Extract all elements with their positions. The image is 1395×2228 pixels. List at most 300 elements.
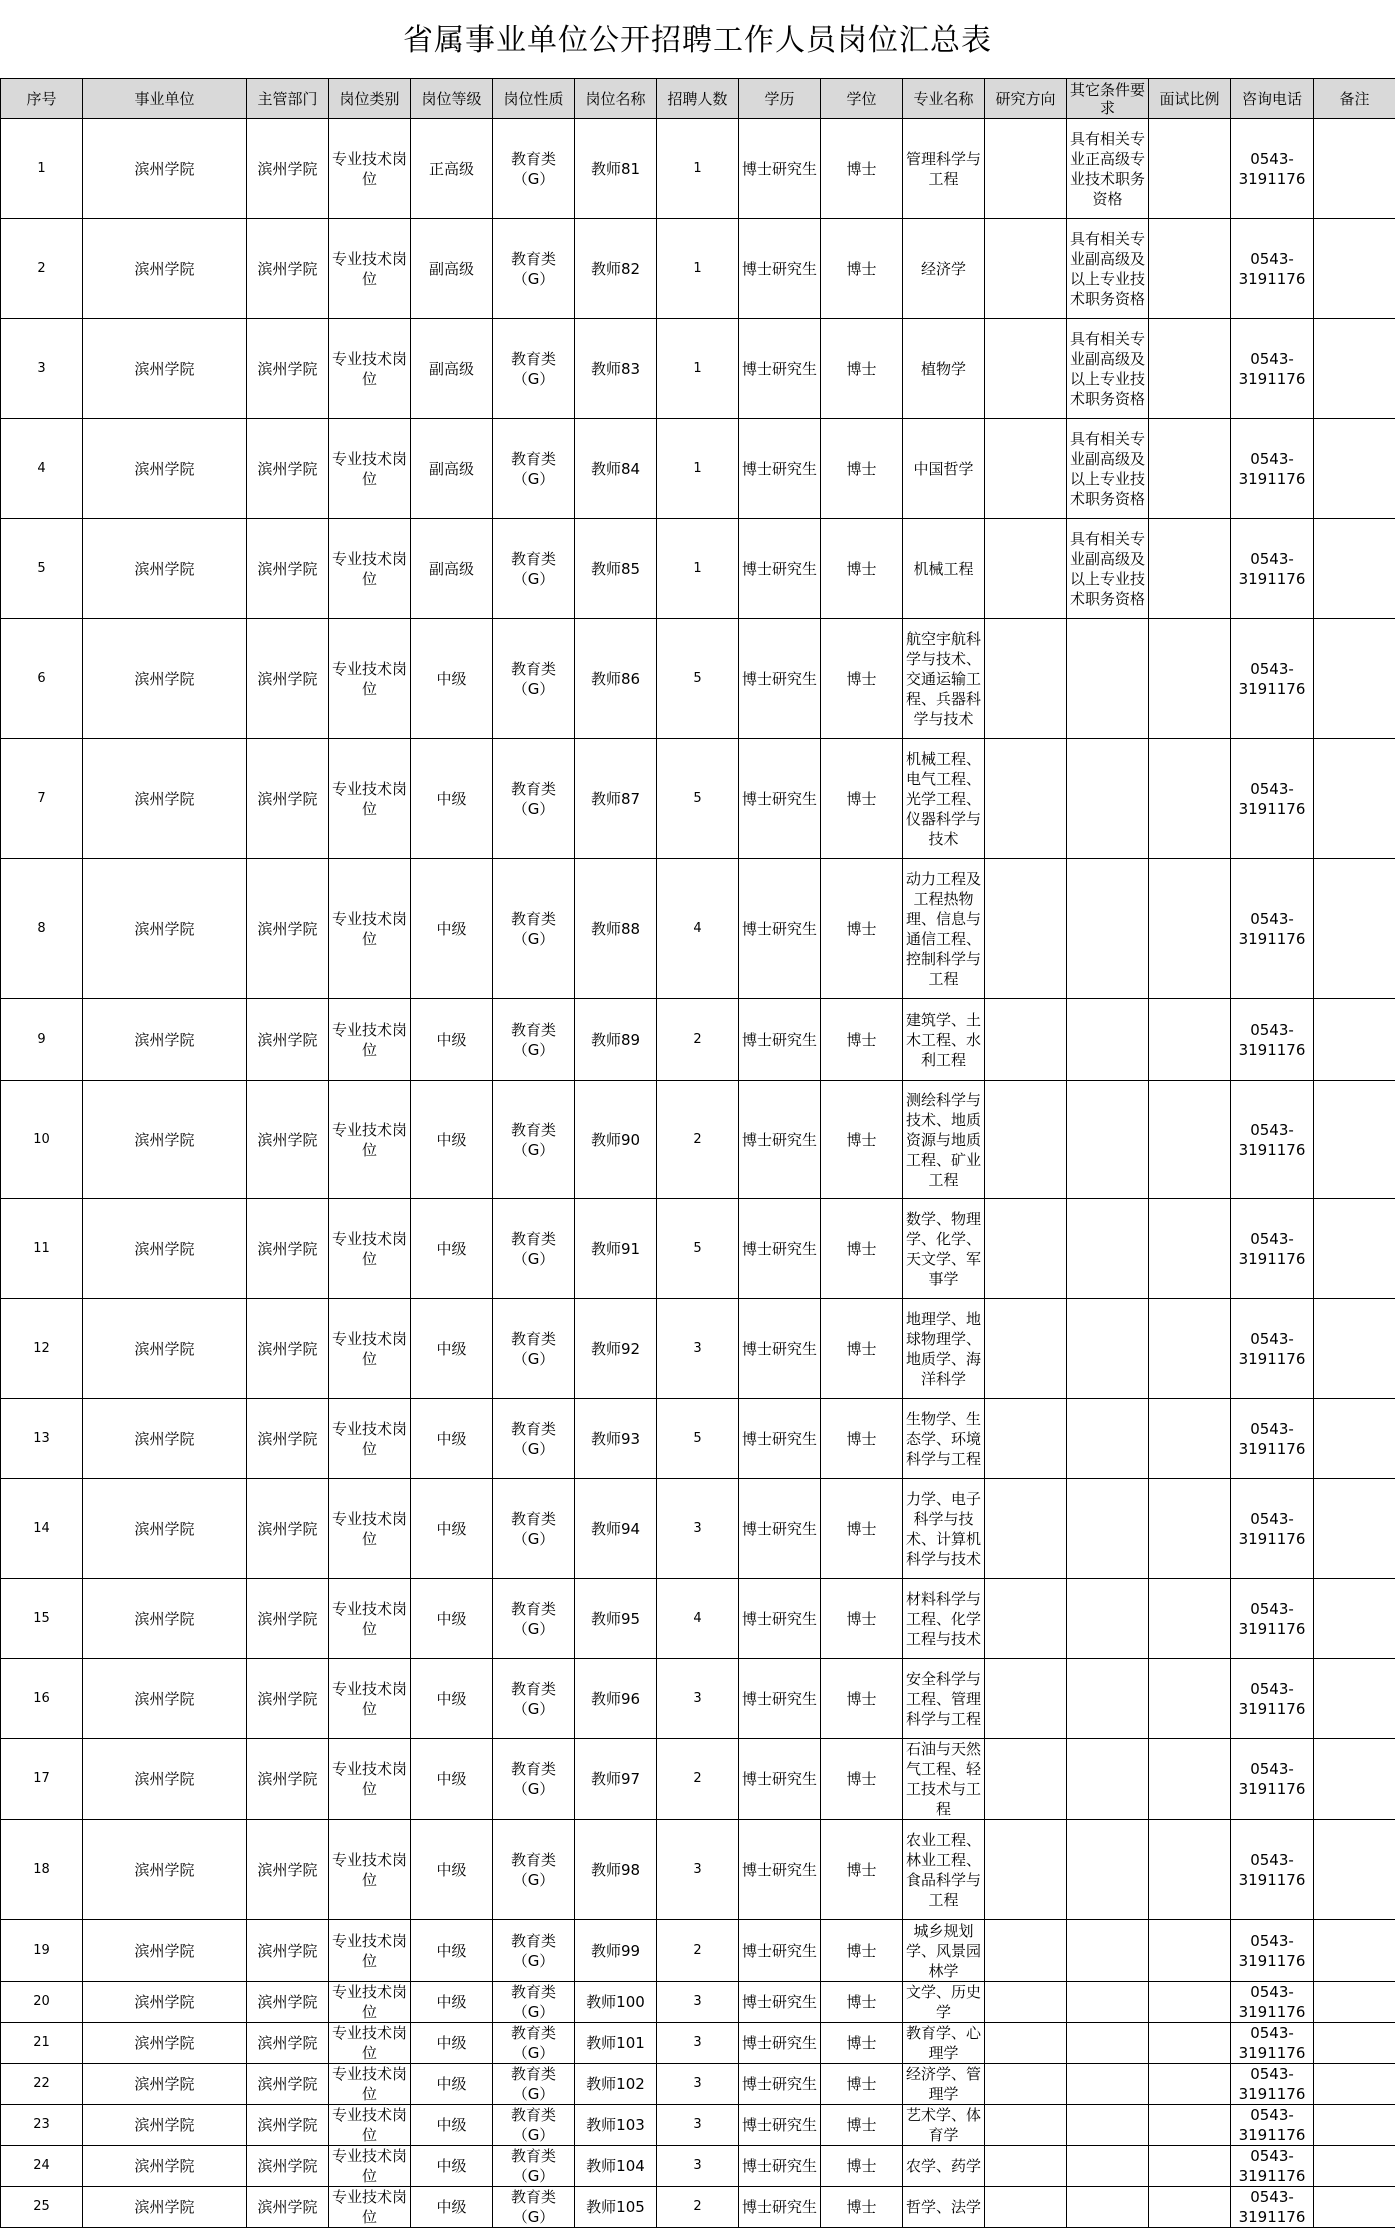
- unit-name-cell: 滨州学院: [83, 1920, 247, 1982]
- table-row: [1, 1820, 1395, 1920]
- unit-name-cell: 滨州学院: [83, 219, 247, 319]
- major-name-cell: 数学、物理学、化学、天文学、军事学: [903, 1199, 985, 1299]
- degree-cell: 博士: [821, 859, 903, 999]
- unit-name-cell: 滨州学院: [83, 2064, 247, 2105]
- contact-phone-cell: 0543-3191176: [1231, 119, 1314, 219]
- table-row: [1, 2146, 1395, 2187]
- degree-cell: 博士: [821, 1579, 903, 1659]
- other-requirements-cell: [1067, 1659, 1149, 1739]
- education-cell: 博士研究生: [739, 2105, 821, 2146]
- education-cell: 博士研究生: [739, 619, 821, 739]
- remark-cell: [1314, 419, 1395, 519]
- header-cell: 咨询电话: [1231, 79, 1314, 119]
- remark-cell: [1314, 1299, 1395, 1399]
- contact-phone-cell: 0543-3191176: [1231, 739, 1314, 859]
- position-name-cell: 教师95: [575, 1579, 657, 1659]
- department-cell: 滨州学院: [247, 619, 329, 739]
- position-category-cell: 专业技术岗位: [329, 1081, 411, 1199]
- education-cell: 博士研究生: [739, 999, 821, 1081]
- degree-cell: 博士: [821, 219, 903, 319]
- interview-ratio-cell: [1149, 1399, 1231, 1479]
- position-category-cell: 专业技术岗位: [329, 2105, 411, 2146]
- department-cell: 滨州学院: [247, 2023, 329, 2064]
- other-requirements-cell: [1067, 2064, 1149, 2105]
- department-cell: 滨州学院: [247, 1920, 329, 1982]
- table-row: [1, 1920, 1395, 1982]
- education-cell: 博士研究生: [739, 1479, 821, 1579]
- recruit-count-cell: 3: [657, 2146, 739, 2187]
- row-number-cell: 16: [1, 1659, 83, 1739]
- department-cell: 滨州学院: [247, 1479, 329, 1579]
- row-number-cell: 8: [1, 859, 83, 999]
- department-cell: 滨州学院: [247, 1081, 329, 1199]
- position-nature-cell: 教育类（G）: [493, 1081, 575, 1199]
- position-name-cell: 教师82: [575, 219, 657, 319]
- contact-phone-cell: 0543-3191176: [1231, 1199, 1314, 1299]
- department-cell: 滨州学院: [247, 2105, 329, 2146]
- position-name-cell: 教师92: [575, 1299, 657, 1399]
- degree-cell: 博士: [821, 739, 903, 859]
- major-name-cell: 管理科学与工程: [903, 119, 985, 219]
- other-requirements-cell: [1067, 1479, 1149, 1579]
- position-nature-cell: 教育类（G）: [493, 2146, 575, 2187]
- unit-name-cell: 滨州学院: [83, 1579, 247, 1659]
- position-name-cell: 教师99: [575, 1920, 657, 1982]
- education-cell: 博士研究生: [739, 2146, 821, 2187]
- table-row: [1, 1982, 1395, 2023]
- row-number-cell: 9: [1, 999, 83, 1081]
- position-category-cell: 专业技术岗位: [329, 2064, 411, 2105]
- position-nature-cell: 教育类（G）: [493, 1982, 575, 2023]
- education-cell: 博士研究生: [739, 1982, 821, 2023]
- education-cell: 博士研究生: [739, 1820, 821, 1920]
- other-requirements-cell: [1067, 2187, 1149, 2228]
- table-row: [1, 319, 1395, 419]
- position-nature-cell: 教育类（G）: [493, 2064, 575, 2105]
- position-level-cell: 中级: [411, 1659, 493, 1739]
- table-row: [1, 1479, 1395, 1579]
- position-name-cell: 教师96: [575, 1659, 657, 1739]
- position-name-cell: 教师98: [575, 1820, 657, 1920]
- recruit-count-cell: 2: [657, 1920, 739, 1982]
- position-category-cell: 专业技术岗位: [329, 1982, 411, 2023]
- position-level-cell: 中级: [411, 859, 493, 999]
- recruit-count-cell: 3: [657, 1659, 739, 1739]
- research-direction-cell: [985, 1399, 1067, 1479]
- major-name-cell: 植物学: [903, 319, 985, 419]
- header-cell: 岗位性质: [493, 79, 575, 119]
- position-category-cell: 专业技术岗位: [329, 219, 411, 319]
- recruit-count-cell: 3: [657, 2105, 739, 2146]
- table-row: [1, 739, 1395, 859]
- position-level-cell: 中级: [411, 999, 493, 1081]
- position-name-cell: 教师88: [575, 859, 657, 999]
- research-direction-cell: [985, 1659, 1067, 1739]
- education-cell: 博士研究生: [739, 2023, 821, 2064]
- degree-cell: 博士: [821, 999, 903, 1081]
- major-name-cell: 安全科学与工程、管理科学与工程: [903, 1659, 985, 1739]
- education-cell: 博士研究生: [739, 1579, 821, 1659]
- department-cell: 滨州学院: [247, 1739, 329, 1820]
- interview-ratio-cell: [1149, 2187, 1231, 2228]
- research-direction-cell: [985, 519, 1067, 619]
- table-row: [1, 999, 1395, 1081]
- table-row: [1, 2105, 1395, 2146]
- position-level-cell: 副高级: [411, 519, 493, 619]
- row-number-cell: 11: [1, 1199, 83, 1299]
- research-direction-cell: [985, 1081, 1067, 1199]
- degree-cell: 博士: [821, 1199, 903, 1299]
- contact-phone-cell: 0543-3191176: [1231, 1820, 1314, 1920]
- unit-name-cell: 滨州学院: [83, 1659, 247, 1739]
- position-category-cell: 专业技术岗位: [329, 1199, 411, 1299]
- table-row: [1, 1739, 1395, 1820]
- position-category-cell: 专业技术岗位: [329, 1820, 411, 1920]
- header-cell: 岗位等级: [411, 79, 493, 119]
- position-name-cell: 教师93: [575, 1399, 657, 1479]
- position-nature-cell: 教育类（G）: [493, 1479, 575, 1579]
- position-category-cell: 专业技术岗位: [329, 119, 411, 219]
- row-number-cell: 3: [1, 319, 83, 419]
- contact-phone-cell: 0543-3191176: [1231, 1982, 1314, 2023]
- research-direction-cell: [985, 1299, 1067, 1399]
- other-requirements-cell: [1067, 1820, 1149, 1920]
- research-direction-cell: [985, 2023, 1067, 2064]
- remark-cell: [1314, 2105, 1395, 2146]
- education-cell: 博士研究生: [739, 519, 821, 619]
- major-name-cell: 艺术学、体育学: [903, 2105, 985, 2146]
- row-number-cell: 7: [1, 739, 83, 859]
- other-requirements-cell: 具有相关专业副高级及以上专业技术职务资格: [1067, 519, 1149, 619]
- other-requirements-cell: 具有相关专业副高级及以上专业技术职务资格: [1067, 419, 1149, 519]
- research-direction-cell: [985, 219, 1067, 319]
- unit-name-cell: 滨州学院: [83, 2105, 247, 2146]
- contact-phone-cell: 0543-3191176: [1231, 1579, 1314, 1659]
- other-requirements-cell: [1067, 2146, 1149, 2187]
- table-row: [1, 1081, 1395, 1199]
- position-nature-cell: 教育类（G）: [493, 1920, 575, 1982]
- other-requirements-cell: [1067, 1399, 1149, 1479]
- research-direction-cell: [985, 1579, 1067, 1659]
- position-category-cell: 专业技术岗位: [329, 2187, 411, 2228]
- position-name-cell: 教师100: [575, 1982, 657, 2023]
- other-requirements-cell: [1067, 1299, 1149, 1399]
- table-header-row: [1, 79, 1395, 119]
- position-level-cell: 中级: [411, 2146, 493, 2187]
- major-name-cell: 石油与天然气工程、轻工技术与工程: [903, 1739, 985, 1820]
- position-level-cell: 中级: [411, 1299, 493, 1399]
- position-category-cell: 专业技术岗位: [329, 1920, 411, 1982]
- position-nature-cell: 教育类（G）: [493, 419, 575, 519]
- position-nature-cell: 教育类（G）: [493, 2023, 575, 2064]
- major-name-cell: 机械工程: [903, 519, 985, 619]
- remark-cell: [1314, 1399, 1395, 1479]
- department-cell: 滨州学院: [247, 119, 329, 219]
- other-requirements-cell: [1067, 2105, 1149, 2146]
- position-category-cell: 专业技术岗位: [329, 1399, 411, 1479]
- row-number-cell: 21: [1, 2023, 83, 2064]
- degree-cell: 博士: [821, 1479, 903, 1579]
- position-category-cell: 专业技术岗位: [329, 1579, 411, 1659]
- position-level-cell: 中级: [411, 619, 493, 739]
- position-nature-cell: 教育类（G）: [493, 619, 575, 739]
- other-requirements-cell: [1067, 2023, 1149, 2064]
- position-name-cell: 教师87: [575, 739, 657, 859]
- header-cell: 事业单位: [83, 79, 247, 119]
- table-row: [1, 2064, 1395, 2105]
- unit-name-cell: 滨州学院: [83, 619, 247, 739]
- position-level-cell: 中级: [411, 1579, 493, 1659]
- table-row: [1, 1299, 1395, 1399]
- contact-phone-cell: 0543-3191176: [1231, 1920, 1314, 1982]
- degree-cell: 博士: [821, 119, 903, 219]
- position-category-cell: 专业技术岗位: [329, 2146, 411, 2187]
- education-cell: 博士研究生: [739, 1299, 821, 1399]
- interview-ratio-cell: [1149, 1920, 1231, 1982]
- research-direction-cell: [985, 1199, 1067, 1299]
- remark-cell: [1314, 119, 1395, 219]
- major-name-cell: 航空宇航科学与技术、交通运输工程、兵器科学与技术: [903, 619, 985, 739]
- interview-ratio-cell: [1149, 1820, 1231, 1920]
- position-level-cell: 副高级: [411, 419, 493, 519]
- position-name-cell: 教师102: [575, 2064, 657, 2105]
- header-cell: 学位: [821, 79, 903, 119]
- major-name-cell: 力学、电子科学与技术、计算机科学与技术: [903, 1479, 985, 1579]
- department-cell: 滨州学院: [247, 1659, 329, 1739]
- table-row: [1, 859, 1395, 999]
- other-requirements-cell: [1067, 1739, 1149, 1820]
- major-name-cell: 测绘科学与技术、地质资源与地质工程、矿业工程: [903, 1081, 985, 1199]
- major-name-cell: 材料科学与工程、化学工程与技术: [903, 1579, 985, 1659]
- contact-phone-cell: 0543-3191176: [1231, 219, 1314, 319]
- table-row: [1, 1659, 1395, 1739]
- degree-cell: 博士: [821, 2146, 903, 2187]
- interview-ratio-cell: [1149, 2146, 1231, 2187]
- position-nature-cell: 教育类（G）: [493, 1659, 575, 1739]
- unit-name-cell: 滨州学院: [83, 1081, 247, 1199]
- department-cell: 滨州学院: [247, 319, 329, 419]
- major-name-cell: 动力工程及工程热物理、信息与通信工程、控制科学与工程: [903, 859, 985, 999]
- position-name-cell: 教师94: [575, 1479, 657, 1579]
- row-number-cell: 14: [1, 1479, 83, 1579]
- row-number-cell: 17: [1, 1739, 83, 1820]
- position-name-cell: 教师103: [575, 2105, 657, 2146]
- position-level-cell: 中级: [411, 1739, 493, 1820]
- degree-cell: 博士: [821, 1739, 903, 1820]
- other-requirements-cell: [1067, 1982, 1149, 2023]
- interview-ratio-cell: [1149, 1982, 1231, 2023]
- table-row: [1, 419, 1395, 519]
- unit-name-cell: 滨州学院: [83, 2187, 247, 2228]
- table-row: [1, 619, 1395, 739]
- education-cell: 博士研究生: [739, 1081, 821, 1199]
- degree-cell: 博士: [821, 1982, 903, 2023]
- other-requirements-cell: [1067, 999, 1149, 1081]
- contact-phone-cell: 0543-3191176: [1231, 859, 1314, 999]
- interview-ratio-cell: [1149, 1299, 1231, 1399]
- research-direction-cell: [985, 419, 1067, 519]
- degree-cell: 博士: [821, 1299, 903, 1399]
- position-nature-cell: 教育类（G）: [493, 999, 575, 1081]
- education-cell: 博士研究生: [739, 1659, 821, 1739]
- unit-name-cell: 滨州学院: [83, 2023, 247, 2064]
- department-cell: 滨州学院: [247, 419, 329, 519]
- contact-phone-cell: 0543-3191176: [1231, 2105, 1314, 2146]
- degree-cell: 博士: [821, 1659, 903, 1739]
- interview-ratio-cell: [1149, 2105, 1231, 2146]
- row-number-cell: 10: [1, 1081, 83, 1199]
- department-cell: 滨州学院: [247, 999, 329, 1081]
- contact-phone-cell: 0543-3191176: [1231, 519, 1314, 619]
- position-name-cell: 教师84: [575, 419, 657, 519]
- position-level-cell: 中级: [411, 1820, 493, 1920]
- unit-name-cell: 滨州学院: [83, 319, 247, 419]
- position-level-cell: 中级: [411, 1920, 493, 1982]
- position-category-cell: 专业技术岗位: [329, 319, 411, 419]
- position-level-cell: 中级: [411, 1399, 493, 1479]
- position-nature-cell: 教育类（G）: [493, 739, 575, 859]
- research-direction-cell: [985, 1982, 1067, 2023]
- recruit-count-cell: 1: [657, 419, 739, 519]
- department-cell: 滨州学院: [247, 859, 329, 999]
- interview-ratio-cell: [1149, 219, 1231, 319]
- major-name-cell: 哲学、法学: [903, 2187, 985, 2228]
- remark-cell: [1314, 859, 1395, 999]
- unit-name-cell: 滨州学院: [83, 2146, 247, 2187]
- position-name-cell: 教师86: [575, 619, 657, 739]
- degree-cell: 博士: [821, 419, 903, 519]
- unit-name-cell: 滨州学院: [83, 419, 247, 519]
- recruit-count-cell: 3: [657, 1820, 739, 1920]
- remark-cell: [1314, 999, 1395, 1081]
- research-direction-cell: [985, 739, 1067, 859]
- major-name-cell: 教育学、心理学: [903, 2023, 985, 2064]
- header-cell: 备注: [1314, 79, 1395, 119]
- unit-name-cell: 滨州学院: [83, 1199, 247, 1299]
- position-nature-cell: 教育类（G）: [493, 2187, 575, 2228]
- row-number-cell: 24: [1, 2146, 83, 2187]
- position-level-cell: 正高级: [411, 119, 493, 219]
- position-name-cell: 教师83: [575, 319, 657, 419]
- remark-cell: [1314, 2023, 1395, 2064]
- position-level-cell: 中级: [411, 1199, 493, 1299]
- row-number-cell: 20: [1, 1982, 83, 2023]
- position-level-cell: 中级: [411, 1479, 493, 1579]
- remark-cell: [1314, 219, 1395, 319]
- interview-ratio-cell: [1149, 1479, 1231, 1579]
- remark-cell: [1314, 2187, 1395, 2228]
- position-nature-cell: 教育类（G）: [493, 1299, 575, 1399]
- contact-phone-cell: 0543-3191176: [1231, 1479, 1314, 1579]
- contact-phone-cell: 0543-3191176: [1231, 1659, 1314, 1739]
- remark-cell: [1314, 619, 1395, 739]
- recruit-count-cell: 3: [657, 2064, 739, 2105]
- research-direction-cell: [985, 119, 1067, 219]
- department-cell: 滨州学院: [247, 2187, 329, 2228]
- remark-cell: [1314, 519, 1395, 619]
- remark-cell: [1314, 1920, 1395, 1982]
- contact-phone-cell: 0543-3191176: [1231, 1299, 1314, 1399]
- header-cell: 其它条件要求: [1067, 79, 1149, 119]
- position-category-cell: 专业技术岗位: [329, 1479, 411, 1579]
- row-number-cell: 4: [1, 419, 83, 519]
- position-name-cell: 教师85: [575, 519, 657, 619]
- positions-table: [0, 78, 1395, 2228]
- recruit-count-cell: 3: [657, 2023, 739, 2064]
- row-number-cell: 5: [1, 519, 83, 619]
- education-cell: 博士研究生: [739, 1920, 821, 1982]
- header-cell: 面试比例: [1149, 79, 1231, 119]
- table-row: [1, 519, 1395, 619]
- header-cell: 序号: [1, 79, 83, 119]
- header-cell: 岗位类别: [329, 79, 411, 119]
- unit-name-cell: 滨州学院: [83, 119, 247, 219]
- position-nature-cell: 教育类（G）: [493, 2105, 575, 2146]
- recruit-count-cell: 4: [657, 859, 739, 999]
- header-cell: 学历: [739, 79, 821, 119]
- row-number-cell: 22: [1, 2064, 83, 2105]
- position-nature-cell: 教育类（G）: [493, 519, 575, 619]
- department-cell: 滨州学院: [247, 1299, 329, 1399]
- degree-cell: 博士: [821, 1081, 903, 1199]
- position-name-cell: 教师90: [575, 1081, 657, 1199]
- interview-ratio-cell: [1149, 619, 1231, 739]
- table-row: [1, 219, 1395, 319]
- other-requirements-cell: [1067, 859, 1149, 999]
- degree-cell: 博士: [821, 519, 903, 619]
- education-cell: 博士研究生: [739, 1739, 821, 1820]
- recruit-count-cell: 5: [657, 1199, 739, 1299]
- research-direction-cell: [985, 2146, 1067, 2187]
- interview-ratio-cell: [1149, 2023, 1231, 2064]
- position-name-cell: 教师105: [575, 2187, 657, 2228]
- education-cell: 博士研究生: [739, 219, 821, 319]
- recruit-count-cell: 1: [657, 519, 739, 619]
- position-category-cell: 专业技术岗位: [329, 519, 411, 619]
- contact-phone-cell: 0543-3191176: [1231, 2023, 1314, 2064]
- row-number-cell: 2: [1, 219, 83, 319]
- remark-cell: [1314, 1982, 1395, 2023]
- research-direction-cell: [985, 859, 1067, 999]
- table-row: [1, 2023, 1395, 2064]
- education-cell: 博士研究生: [739, 319, 821, 419]
- remark-cell: [1314, 2064, 1395, 2105]
- other-requirements-cell: [1067, 1579, 1149, 1659]
- position-level-cell: 中级: [411, 2064, 493, 2105]
- degree-cell: 博士: [821, 2064, 903, 2105]
- row-number-cell: 18: [1, 1820, 83, 1920]
- major-name-cell: 农学、药学: [903, 2146, 985, 2187]
- research-direction-cell: [985, 999, 1067, 1081]
- remark-cell: [1314, 1199, 1395, 1299]
- research-direction-cell: [985, 1739, 1067, 1820]
- position-name-cell: 教师91: [575, 1199, 657, 1299]
- education-cell: 博士研究生: [739, 739, 821, 859]
- remark-cell: [1314, 1081, 1395, 1199]
- remark-cell: [1314, 1820, 1395, 1920]
- position-level-cell: 中级: [411, 2023, 493, 2064]
- major-name-cell: 文学、历史学: [903, 1982, 985, 2023]
- interview-ratio-cell: [1149, 1081, 1231, 1199]
- recruit-count-cell: 5: [657, 1399, 739, 1479]
- position-category-cell: 专业技术岗位: [329, 859, 411, 999]
- position-nature-cell: 教育类（G）: [493, 859, 575, 999]
- position-name-cell: 教师89: [575, 999, 657, 1081]
- recruit-count-cell: 2: [657, 1739, 739, 1820]
- table-row: [1, 2187, 1395, 2228]
- recruit-count-cell: 1: [657, 119, 739, 219]
- major-name-cell: 中国哲学: [903, 419, 985, 519]
